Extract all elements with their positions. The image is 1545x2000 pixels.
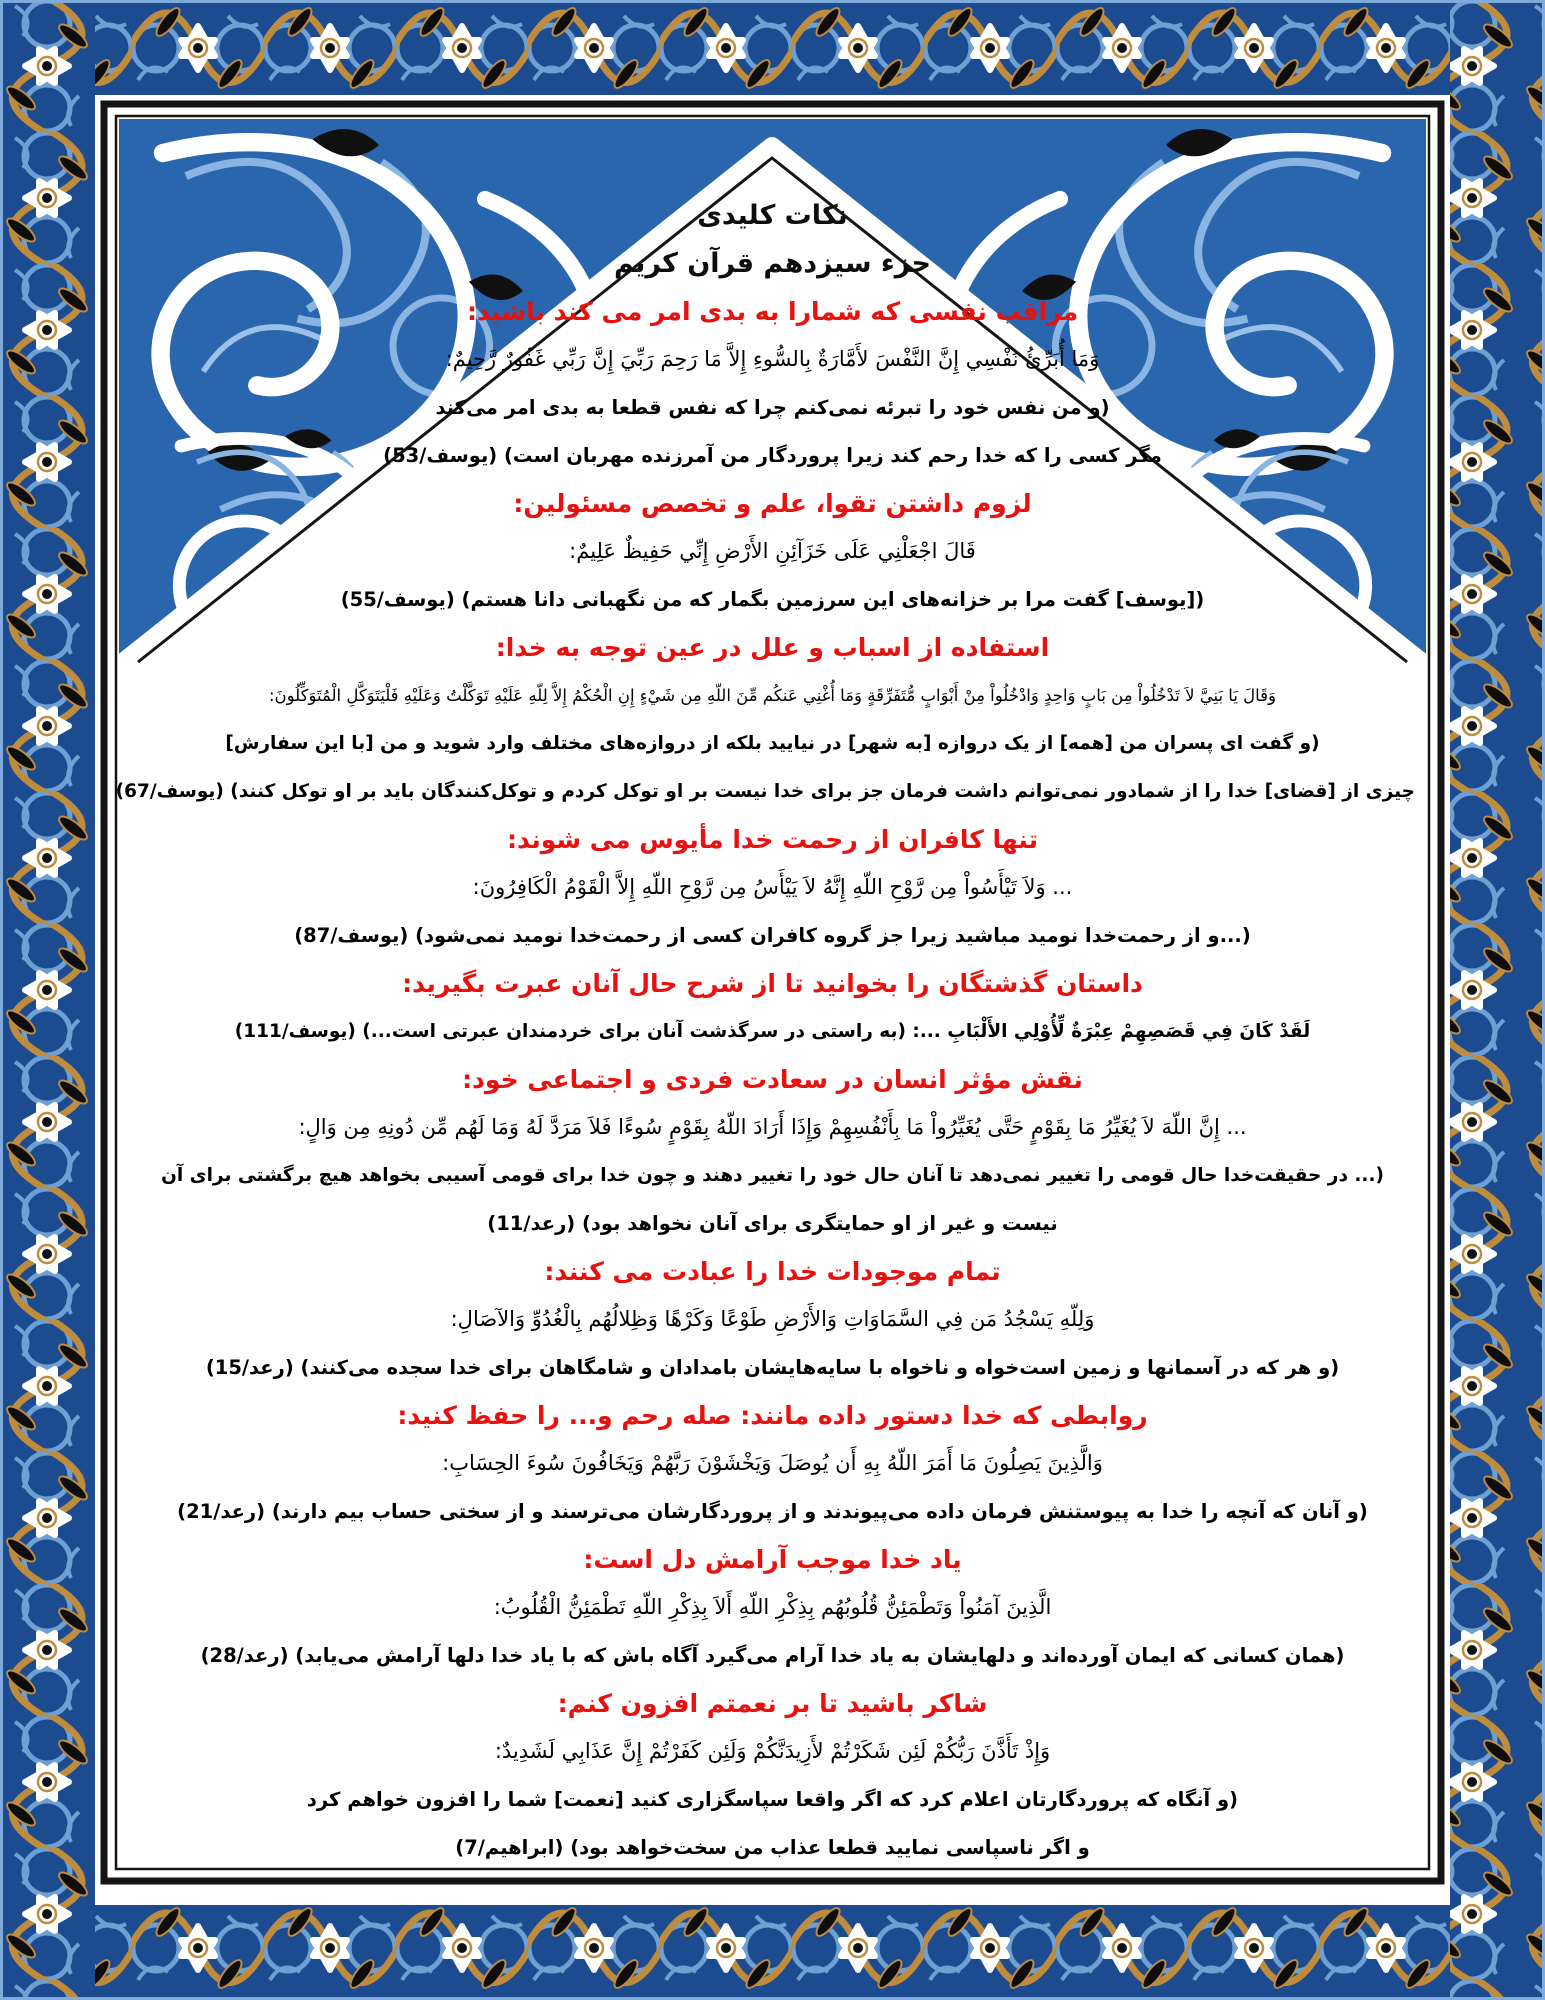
translation-line: (و آنگاه که پروردگارتان اعلام کرد که اگر واقعا سپاسگزاری کنید [نعمت] شما را افزون خواهم کرد — [306, 1788, 1239, 1811]
section-heading: استفاده از اسباب و علل در عین توجه به خدا: — [495, 633, 1050, 662]
ornate-border-right — [1450, 0, 1545, 2000]
ornate-border-top — [0, 0, 1545, 95]
quran-verse: وَقَالَ يَا بَنِيَّ لاَ تَدْخُلُواْ مِن بَابٍ وَاحِدٍ وَادْخُلُواْ مِنْ أَبْوَابٍ مُّتَفَرِّقَةٍ وَمَا أُغْنِي عَنكُم مِّنَ اللّهِ مِن شَيْءٍ إِنِ الْحُكْمُ إِلاَّ لِلّهِ عَلَيْهِ تَوَكَّلْتُ وَعَلَيْهِ فَلْيَتَوَكَّلِ الْمُتَوَكِّلُونَ: — [268, 686, 1277, 705]
translation-line: و اگر ناسپاسی نمایید قطعا عذاب من سخت‌خواهد بود) (ابراهیم/7) — [455, 1836, 1090, 1859]
translation-line: (و آنان که آنچه را خدا به پیوستنش فرمان داده می‌پیوندند و از پروردگارشان می‌ترسند و از سختی حساب بیم دارند) (رعد/21) — [177, 1500, 1368, 1523]
quran-verse: الَّذِينَ آمَنُواْ وَتَطْمَئِنُّ قُلُوبُهُم بِذِكْرِ اللّهِ أَلاَ بِذِكْرِ اللّهِ تَطْمَئِنُّ الْقُلُوبُ: — [493, 1595, 1052, 1619]
quran-verse: ... إِنَّ اللّهَ لاَ يُغَيِّرُ مَا بِقَوْمٍ حَتَّى يُغَيِّرُواْ مَا بِأَنْفُسِهِمْ وَإِذَا أَرَادَ اللّهُ بِقَوْمٍ سُوءًا فَلاَ مَرَدَّ لَهُ وَمَا لَهُم مِّن دُونِهِ مِن وَالٍ: — [298, 1115, 1247, 1139]
page-title: نکات کلیدی — [697, 200, 848, 231]
translation-line: نیست و غیر از او حمایتگری برای آنان نخواهد بود) (رعد/11) — [487, 1212, 1058, 1235]
translation-line: چیزی از [قضای] خدا را از شمادور نمی‌توانم داشت فرمان جز برای خدا نیست بر او توکل کردم و توکل‌کنندگان باید بر او توکل کنند) (یوسف/67) — [115, 781, 1415, 802]
translation-line: (همان کسانی که ایمان آورده‌اند و دلهایشان به یاد خدا آرام می‌گیرد آگاه باش که با یاد خدا دلها آرامش می‌یابد) (رعد/28) — [200, 1644, 1345, 1667]
section-heading: شاکر باشید تا بر نعمتم افزون کنم: — [557, 1689, 988, 1718]
page-subtitle: جزء سیزدهم قرآن کریم — [614, 248, 931, 279]
section-heading: لزوم داشتن تقوا، علم و تخصص مسئولین: — [513, 489, 1032, 518]
quran-verse: ... وَلاَ تَيْأَسُواْ مِن رَّوْحِ اللّهِ إِنَّهُ لاَ يَيْأَسُ مِن رَّوْحِ اللّهِ إِلاَّ الْقَوْمُ الْكَافِرُونَ: — [472, 875, 1073, 899]
ornate-border-bottom — [0, 1905, 1545, 2000]
translation-line: (و هر که در آسمانها و زمین است‌خواه و ناخواه با سایه‌هایشان بامدادان و شامگاهان برای خدا سجده می‌کنند) (رعد/15) — [205, 1356, 1340, 1379]
translation-line: مگر کسی را که خدا رحم کند زیرا پروردگار من آمرزنده مهربان است) (یوسف/53) — [383, 444, 1162, 467]
section-heading: روابطی که خدا دستور داده مانند: صله رحم و... را حفظ کنید: — [397, 1401, 1148, 1430]
quran-verse: وَمَا أُبَرِّئُ نَفْسِي إِنَّ النَّفْسَ لأَمَّارَةٌ بِالسُّوءِ إِلاَّ مَا رَحِمَ رَبِّيَ إِنَّ رَبِّي غَفُورٌ رَّحِيمٌ: — [445, 347, 1100, 371]
section-heading: نقش مؤثر انسان در سعادت فردی و اجتماعی خود: — [462, 1065, 1083, 1094]
translation-line: (... در حقیقت‌خدا حال قومی را تغییر نمی‌دهد تا آنان حال خود را تغییر دهند و چون خدا برای قومی آسیبی بخواهد هیچ برگشتی برای آن — [161, 1165, 1384, 1186]
quran-verse: وَالَّذِينَ يَصِلُونَ مَا أَمَرَ اللّهُ بِهِ أَن يُوصَلَ وَيَخْشَوْنَ رَبَّهُمْ وَيَخَافُونَ سُوءَ الحِسَابِ: — [442, 1451, 1103, 1475]
content-area — [115, 200, 1415, 1880]
quran-verse: وَلِلّهِ يَسْجُدُ مَن فِي السَّمَاوَاتِ وَالأَرْضِ طَوْعًا وَكَرْهًا وَظِلالُهُم بِالْغُدُوِّ وَالآصَالِ: — [450, 1307, 1095, 1331]
translation-line: (و من نفس خود را تبرئه نمی‌کنم چرا که نفس قطعا به بدی امر می‌کند — [435, 396, 1110, 419]
section-heading: یاد خدا موجب آرامش دل است: — [583, 1545, 962, 1574]
quran-verse: وَإِذْ تَأَذَّنَ رَبُّكُمْ لَئِن شَكَرْتُمْ لأَزِيدَنَّكُمْ وَلَئِن كَفَرْتُمْ إِنَّ عَذَابِي لَشَدِيدٌ: — [494, 1739, 1051, 1763]
quran-verse-with-translation: لَقَدْ كَانَ فِي قَصَصِهِمْ عِبْرَةٌ لِّأُوْلِي الأَلْبَابِ ...: (به راستی در سرگذشت آنان برای خردمندان عبرتی است...) (یوسف/111) — [234, 1021, 1311, 1042]
section-heading: تمام موجودات خدا را عبادت می کنند: — [544, 1257, 1001, 1286]
translation-line: ([یوسف] گفت مرا بر خزانه‌های این سرزمین بگمار که من نگهبانی دانا هستم) (یوسف/55) — [340, 588, 1205, 611]
ornate-border-left — [0, 0, 95, 2000]
section-heading: تنها کافران از رحمت خدا مأیوس می شوند: — [506, 825, 1039, 854]
translation-line: (...و از رحمت‌خدا نومید مباشید زیرا جز گروه کافران کسی از رحمت‌خدا نومید نمی‌شود) (یوسف/87) — [294, 924, 1251, 947]
translation-line: (و گفت ای پسران من [همه] از یک دروازه [به شهر] در نیایید بلکه از دروازه‌های مختلف وارد شوید و من [با این سفارش] — [225, 733, 1320, 754]
section-heading: داستان گذشتگان را بخوانید تا از شرح حال آنان عبرت بگیرید: — [402, 969, 1143, 998]
section-heading: مراقب نفسی که شمارا به بدی امر می کند باشید: — [466, 297, 1079, 326]
quran-verse: قَالَ اجْعَلْنِي عَلَى خَزَآئِنِ الأَرْضِ إِنِّي حَفِيظٌ عَلِيمٌ: — [569, 539, 976, 563]
